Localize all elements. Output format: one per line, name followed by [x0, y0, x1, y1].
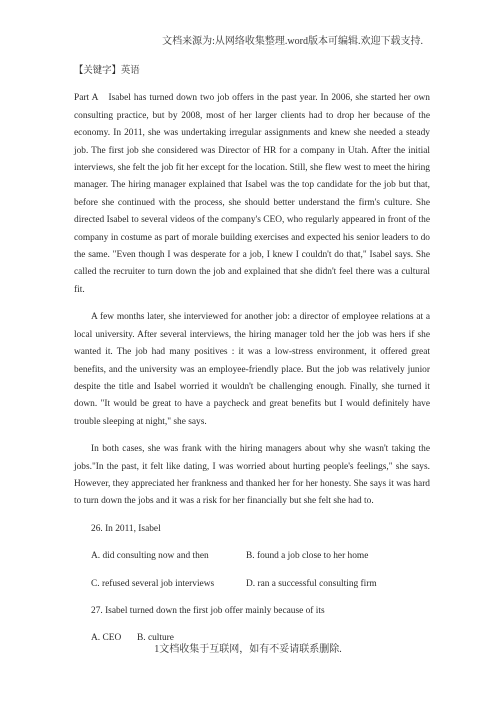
question-27-stem: 27. Isabel turned down the first job offer mainly because of its — [91, 605, 325, 616]
question-26-options-cd — [91, 576, 430, 593]
question-26-option-a: A. did consulting now and then — [91, 551, 209, 562]
question-26-stem: 26. In 2011, Isabel — [91, 523, 161, 534]
question-27-option-a: A. CEO — [91, 633, 122, 644]
question-26-option-c: C. refused several job interviews — [91, 578, 215, 589]
keyword-line: 【关键字】英语 — [74, 66, 140, 76]
question-26-option-b: B. found a job close to her home — [246, 551, 369, 562]
page-header-note: 文档来源为:从网络收集整理.word版本可编辑.欢迎下载支持. — [162, 36, 423, 47]
document-body — [74, 63, 430, 658]
paragraph-both-cases: In both cases, she was frank with the hiring managers about why she wasn't taking the jobs."In the past, it felt like dating, I was worried about hurting people's feelings," she says. However, they appreciated her frankness and thanked her for her honesty. She says it was hard to turn down the jobs and it was a risk for her financially but she felt she had to. — [74, 444, 430, 507]
paragraph-second-job: A few months later, she interviewed for another job: a director of employee relations at a local university. After several interviews, the hiring manager told her the job was hers if she wanted it. The job had many positives : it was a low-stress environment, it offered great benefits, and the university was an employee-friendly place. But the job was relatively junior despite the title and Isabel worried it wouldn't be challenging enough. Finally, she turned it down. "It would be great to have a paycheck and great benefits but I would definitely have trouble sleeping at night," she says. — [74, 312, 430, 427]
paragraph-part-a: Part A Isabel has turned down two job offers in the past year. In 2006, she started her own consulting practice, but by 2008, most of her larger clients had to drop her because of the economy. In 2011, she was undertaking irregular assignments and knew she needed a steady job. The first job she considered was Director of HR for a company in Utah. After the initial interviews, she felt the job fit her except for the location. Still, she flew west to meet the hiring manager. The hiring manager explained that Isabel was the top candidate for the job but that, before she continued with the process, she should better understand the firm's culture. She directed Isabel to several videos of the company's CEO, who regularly appeared in front of the company in costume as part of morale building exercises and expected his senior leaders to do the same. "Even though I was desperate for a job, I knew I couldn't do that," Isabel says. She called the recruiter to turn down the job and explained that she didn't feel there was a cultural fit. — [74, 93, 430, 295]
question-26-options-ab — [91, 548, 430, 565]
question-26-option-d: D. ran a successful consulting firm — [246, 578, 377, 589]
page-footer-note: 1文档收集于互联网，如有不妥请联系删除. — [154, 644, 342, 655]
question-27-option-b: B. culture — [137, 633, 174, 644]
